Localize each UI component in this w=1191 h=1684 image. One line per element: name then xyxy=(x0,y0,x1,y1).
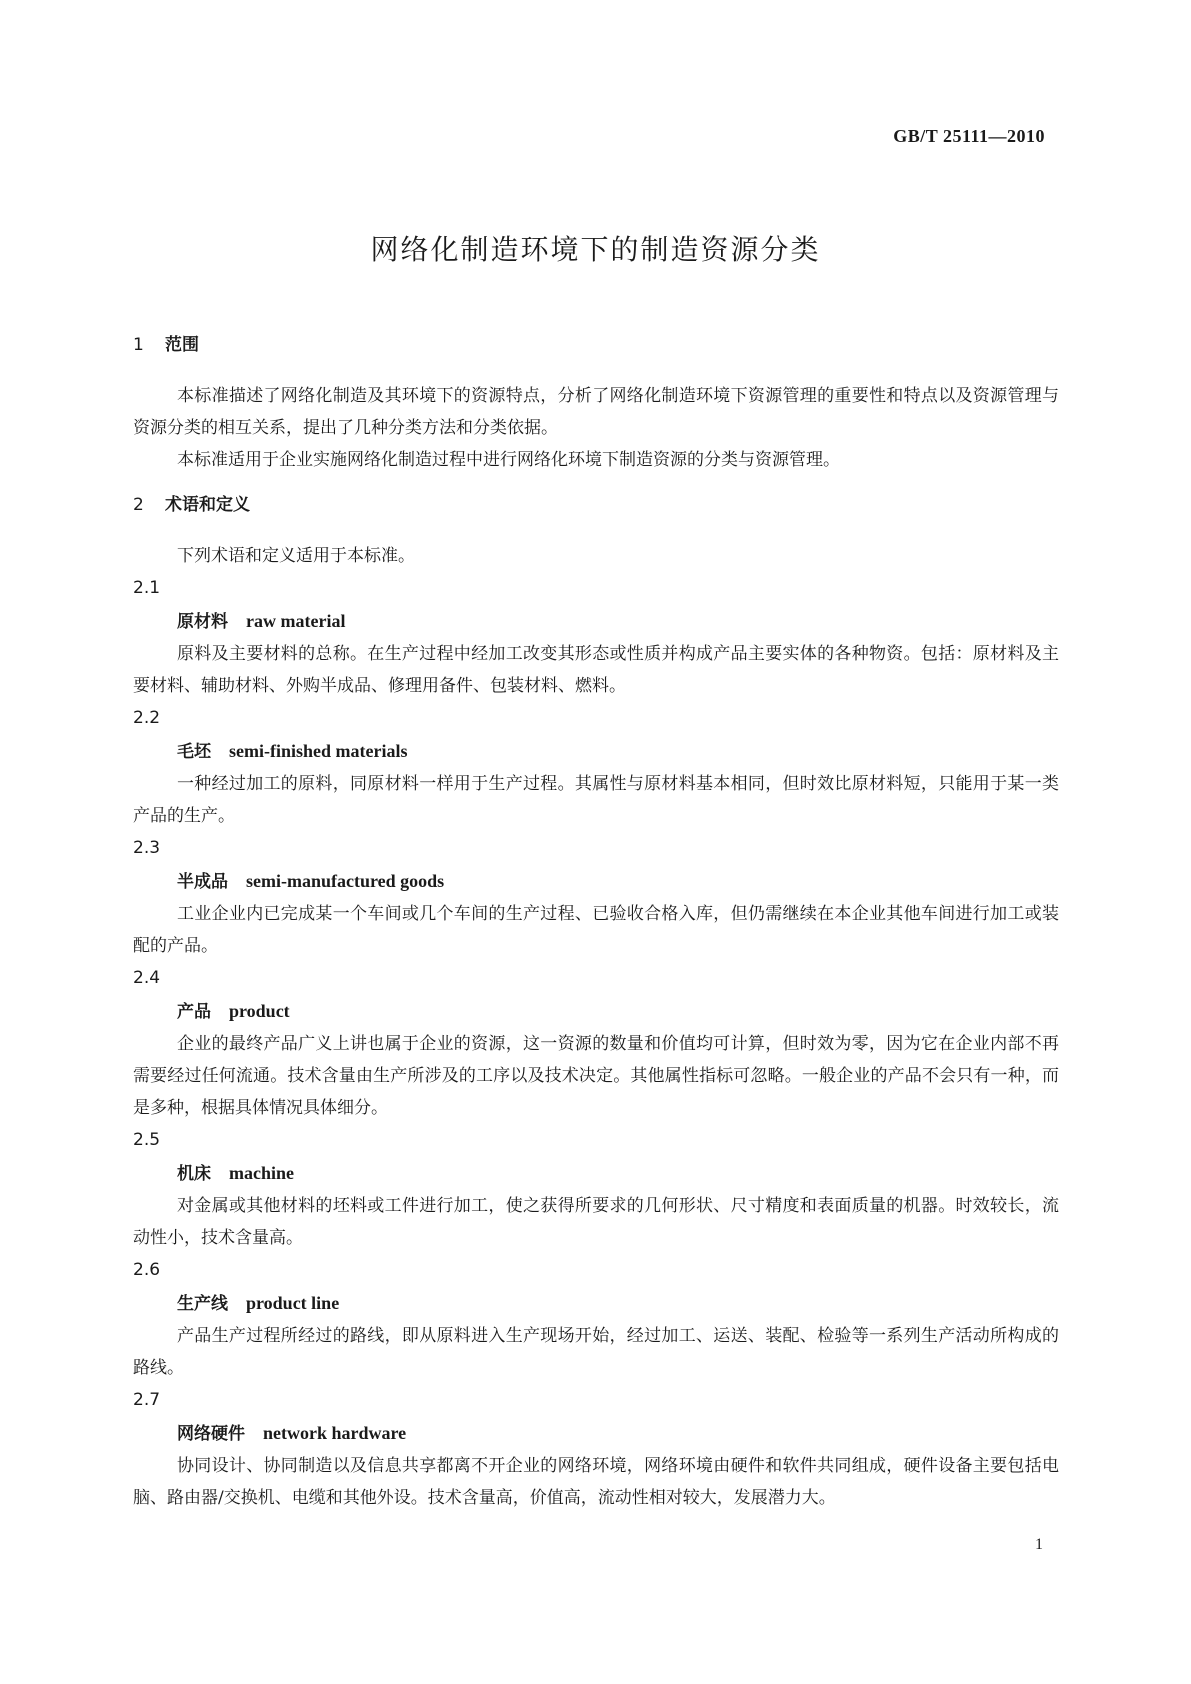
section-title: 范围 xyxy=(165,335,199,355)
section-1-heading xyxy=(133,330,1059,360)
document-body xyxy=(133,330,1059,1514)
term-en: semi-manufactured goods xyxy=(246,871,445,891)
page-number: 1 xyxy=(1035,1536,1043,1553)
term-zh: 生产线 xyxy=(177,1294,228,1314)
term-number: 2.6 xyxy=(133,1260,161,1280)
term-zh: 原材料 xyxy=(177,612,228,632)
section-title: 术语和定义 xyxy=(165,495,250,515)
term-entry xyxy=(133,572,1059,702)
term-number: 2.5 xyxy=(133,1130,161,1150)
term-en: network hardware xyxy=(263,1423,407,1443)
term-zh: 产品 xyxy=(177,1002,211,1022)
term-definition: 产品生产过程所经过的路线，即从原料进入生产现场开始，经过加工、运送、装配、检验等一系列生产活动所构成的路线。 xyxy=(133,1326,1059,1378)
term-heading xyxy=(133,995,1059,1028)
term-en: semi-finished materials xyxy=(229,741,408,761)
term-definition: 原料及主要材料的总称。在生产过程中经加工改变其形态或性质并构成产品主要实体的各种物资。包括：原材料及主要材料、辅助材料、外购半成品、修理用备件、包装材料、燃料。 xyxy=(133,644,1059,696)
section-number: 1 xyxy=(133,335,144,355)
term-number: 2.1 xyxy=(133,578,161,598)
term-en: product xyxy=(229,1001,290,1021)
section-1-body xyxy=(133,380,1059,476)
term-en: product line xyxy=(246,1293,340,1313)
term-entry xyxy=(133,832,1059,962)
section-number: 2 xyxy=(133,495,144,515)
term-number: 2.4 xyxy=(133,968,161,988)
term-heading xyxy=(133,605,1059,638)
term-zh: 毛坯 xyxy=(177,742,211,762)
term-zh: 机床 xyxy=(177,1164,211,1184)
paragraph: 本标准描述了网络化制造及其环境下的资源特点，分析了网络化制造环境下资源管理的重要性和特点以及资源管理与资源分类的相互关系，提出了几种分类方法和分类依据。 xyxy=(133,386,1059,438)
paragraph: 本标准适用于企业实施网络化制造过程中进行网络化环境下制造资源的分类与资源管理。 xyxy=(177,450,840,470)
term-number: 2.3 xyxy=(133,838,161,858)
term-heading xyxy=(133,1157,1059,1190)
term-entry xyxy=(133,702,1059,832)
term-number: 2.7 xyxy=(133,1390,161,1410)
term-definition: 企业的最终产品广义上讲也属于企业的资源，这一资源的数量和价值均可计算，但时效为零，因为它在企业内部不再需要经过任何流通。技术含量由生产所涉及的工序以及技术决定。其他属性指标可忽略。一般企业的产品不会只有一种，而是多种，根据具体情况具体细分。 xyxy=(133,1034,1059,1118)
section-2-intro: 下列术语和定义适用于本标准。 xyxy=(177,546,415,566)
term-definition: 对金属或其他材料的坯料或工件进行加工，使之获得所要求的几何形状、尺寸精度和表面质量的机器。时效较长，流动性小，技术含量高。 xyxy=(133,1196,1059,1248)
term-definition: 工业企业内已完成某一个车间或几个车间的生产过程、已验收合格入库，但仍需继续在本企业其他车间进行加工或装配的产品。 xyxy=(133,904,1059,956)
term-heading xyxy=(133,1417,1059,1450)
term-heading xyxy=(133,1287,1059,1320)
section-2-heading xyxy=(133,490,1059,520)
term-definition: 协同设计、协同制造以及信息共享都离不开企业的网络环境，网络环境由硬件和软件共同组成，硬件设备主要包括电脑、路由器/交换机、电缆和其他外设。技术含量高，价值高，流动性相对较大，发展潜力大。 xyxy=(133,1456,1059,1508)
term-en: raw material xyxy=(246,611,346,631)
term-entry xyxy=(133,1124,1059,1254)
term-heading xyxy=(133,735,1059,768)
term-entry xyxy=(133,962,1059,1124)
term-definition: 一种经过加工的原料，同原材料一样用于生产过程。其属性与原材料基本相同，但时效比原材料短，只能用于某一类产品的生产。 xyxy=(133,774,1059,826)
term-zh: 半成品 xyxy=(177,872,228,892)
term-entry xyxy=(133,1254,1059,1384)
standard-code: GB/T 25111—2010 xyxy=(893,126,1045,146)
term-en: machine xyxy=(229,1163,294,1183)
term-heading xyxy=(133,865,1059,898)
term-zh: 网络硬件 xyxy=(177,1424,245,1444)
term-entry xyxy=(133,1384,1059,1514)
term-number: 2.2 xyxy=(133,708,161,728)
document-title: 网络化制造环境下的制造资源分类 xyxy=(370,233,821,266)
